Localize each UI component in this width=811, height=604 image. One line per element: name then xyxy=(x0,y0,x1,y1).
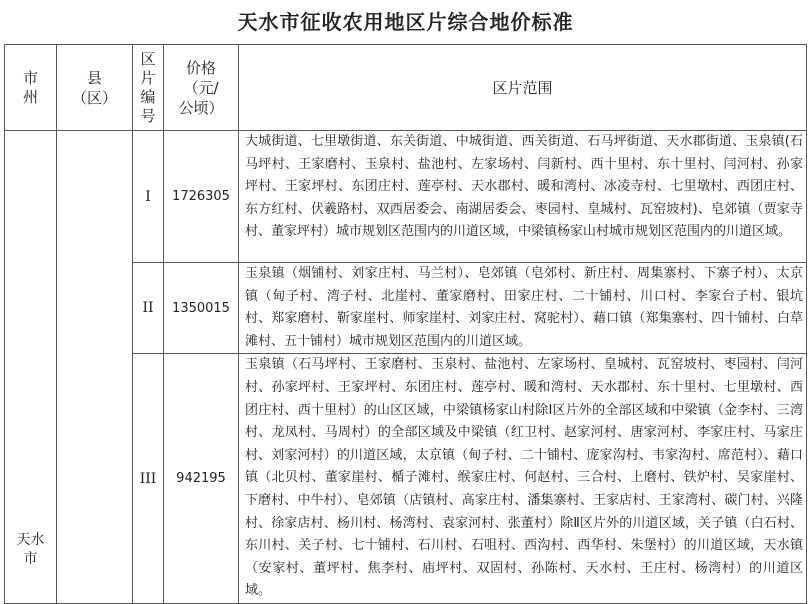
header-county-line2: （区） xyxy=(71,88,117,107)
zone-range: 玉泉镇（石马坪村、王家磨村、玉泉村、盐池村、左家场村、皇城村、瓦窑坡村、枣园村、闫河村、孙家坪村、王家坪村、东团庄村、莲亭村、暖和湾村、天水郡村、东十里村、七里墩村、西团庄村、西十里村）的山区区域，中梁镇杨家山村除Ⅰ区片外的全部区域和中梁镇（金李村、三湾村、龙凤村、马周村）的全部区域及中梁镇（红卫村、赵家河村、唐家河村、李家庄村、马家庄村、刘家河村）的川道区域，太京镇（甸子村、二十铺村、庞家沟村、韦家沟村、席范村）、藉口镇（北贝村、董家崖村、楯子滩村、缑家庄村、何赵村、三合村、上磨村、铁炉村、吴家崖村、下磨村、中牛村）、皂郊镇（店镇村、高家庄村、潘集寨村、王家店村、王家湾村、碳门村、兴隆村、徐家店村、杨川村、杨湾村、袁家河村、张董村）除Ⅱ区片外的川道区域，关子镇（白石村、东川村、关子村、七十铺村、石川村、石咀村、西沟村、西华村、朱堡村）的川道区域，天水镇（安家村、董坪村、焦李村、庙坪村、双固村、孙陈村、天水村、王庄村、杨湾村）的川道区域。 xyxy=(239,354,807,604)
header-zone-number-label: 区片编号 xyxy=(140,49,156,125)
header-price-line3: 公顷） xyxy=(178,98,224,117)
header-price-line2: （元/ xyxy=(183,78,219,97)
land-price-table xyxy=(4,44,807,604)
page-title: 天水市征收农用地区片综合地价标准 xyxy=(237,10,574,34)
header-price xyxy=(164,45,239,131)
city-cell xyxy=(5,131,57,604)
header-range: 区片范围 xyxy=(239,45,807,131)
header-price-line1: 价格 xyxy=(185,58,216,77)
zone-range: 大城街道、七里墩街道、东关街道、中城街道、西关街道、石马坪街道、天水郡街道、玉泉镇(石马坪村、王家磨村、玉泉村、盐池村、左家场村、闫新村、西十里村、东十里村、闫河村、孙家坪村、王家坪村、东团庄村、莲亭村、天水郡村、暖和湾村、冰凌寺村、七里墩村、西团庄村、东方红村、伏羲路村、双西居委会、南湖居委会、枣园村、皇城村、瓦窑坡村)、皂郊镇（贾家寺村、董家坪村）城市规划区范围内的川道区域，中梁镇杨家山村城市规划区范围内的川道区域。 xyxy=(239,131,807,263)
county-cell xyxy=(57,131,133,604)
zone-number: I xyxy=(133,131,164,263)
zone-number: II xyxy=(133,263,164,354)
header-county xyxy=(57,45,133,131)
zone-price: 1350015 xyxy=(164,263,239,354)
zone-number: III xyxy=(133,354,164,604)
header-zone-number xyxy=(133,45,164,131)
table-row xyxy=(5,131,807,263)
header-county-line1: 县 xyxy=(86,68,102,87)
city-name: 天水市 xyxy=(16,531,45,567)
zone-price: 942195 xyxy=(164,354,239,604)
header-city xyxy=(5,45,57,131)
header-city-label: 市州 xyxy=(23,68,39,106)
table-header-row xyxy=(5,45,807,131)
zone-range: 玉泉镇（烟铺村、刘家庄村、马兰村）、皂郊镇（皂郊村、新庄村、周集寨村、下寨子村）、太京镇（甸子村、湾子村、北崖村、董家磨村、田家庄村、二十铺村、川口村、李家台子村、银坑村、郑家磨村、靳家崖村、师家崖村、刘家庄村、窝驼村）、藉口镇（郑集寨村、四十铺村、白草滩村、五十铺村）城市规划区范围内的川道区域。 xyxy=(239,263,807,354)
zone-price: 1726305 xyxy=(164,131,239,263)
